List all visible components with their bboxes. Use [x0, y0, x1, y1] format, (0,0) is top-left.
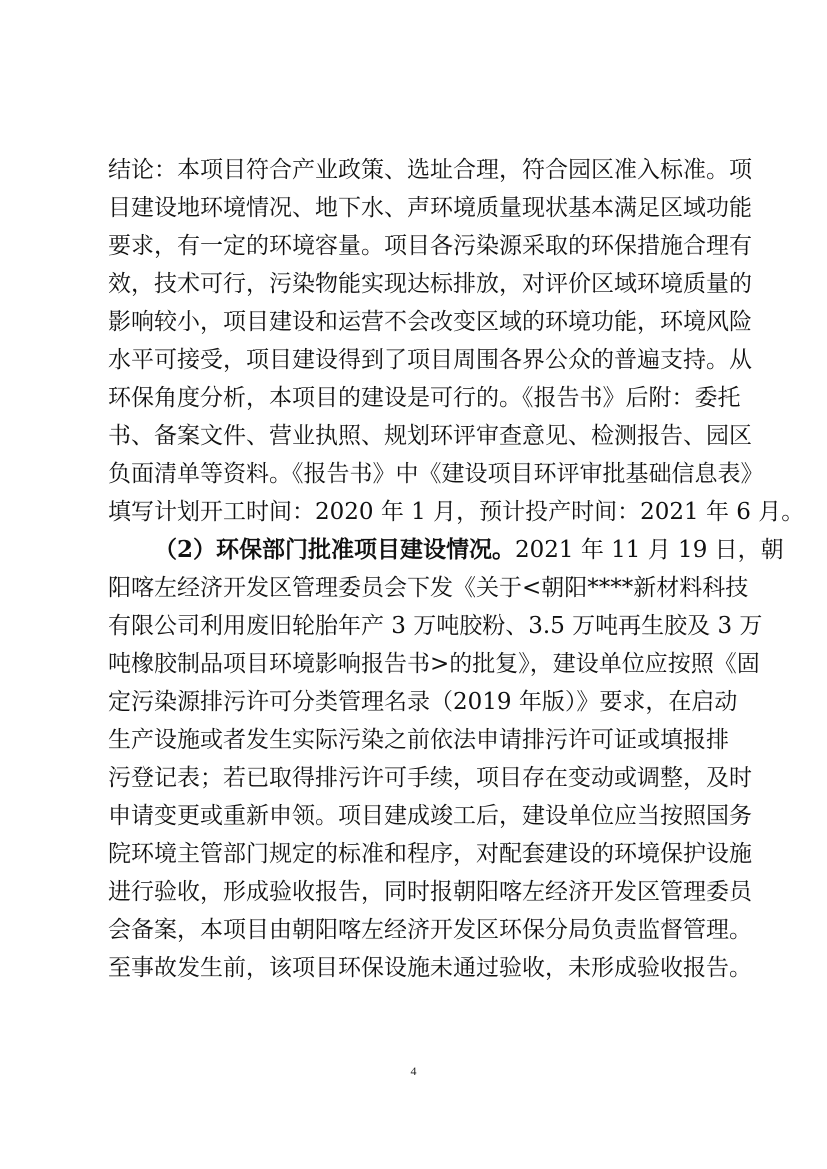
paragraph-1-line-8: 书、备案文件、营业执照、规划环评审查意见、检测报告、园区: [108, 423, 752, 449]
paragraph-1-line-7: 环保角度分析，本项目的建设是可行的。《报告书》后附：委托: [108, 385, 741, 411]
paragraph-2-line-5: 定污染源排污许可分类管理名录（2019 年版）》要求，在启动: [108, 689, 738, 715]
paragraph-2-first-line-text: 2021 年 11 月 19 日，朝: [515, 537, 784, 563]
paragraph-1-line-10: 填写计划开工时间：2020 年 1 月，预计投产时间：2021 年 6 月。: [108, 499, 805, 525]
paragraph-1-line-1: 结论：本项目符合产业政策、选址合理，符合园区准入标准。项: [108, 157, 752, 183]
paragraph-2-heading: （2）环保部门批准项目建设情况。: [154, 536, 516, 563]
paragraph-2-line-11: 会备案，本项目由朝阳喀左经济开发区环保分局负责监督管理。: [108, 917, 752, 943]
paragraph-2-line-12: 至事故发生前，该项目环保设施未通过验收，未形成验收报告。: [108, 955, 752, 981]
paragraph-2-line-8: 申请变更或重新申领。项目建成竣工后，建设单位应当按照国务: [108, 803, 752, 829]
paragraph-1-line-3: 要求，有一定的环境容量。项目各污染源采取的环保措施合理有: [108, 233, 752, 259]
page-number: 4: [410, 1064, 417, 1078]
paragraph-1-line-2: 目建设地环境情况、地下水、声环境质量现状基本满足区域功能: [108, 195, 752, 221]
paragraph-2-line-6: 生产设施或者发生实际污染之前依法申请排污许可证或填报排: [108, 727, 729, 753]
paragraph-2-line-9: 院环境主管部门规定的标准和程序，对配套建设的环境保护设施: [108, 841, 752, 867]
paragraph-2-line-10: 进行验收，形成验收报告，同时报朝阳喀左经济开发区管理委员: [108, 879, 752, 905]
paragraph-2-first-line: [154, 535, 784, 565]
paragraph-1-line-4: 效，技术可行，污染物能实现达标排放，对评价区域环境质量的: [108, 271, 752, 297]
paragraph-1-line-5: 影响较小，项目建设和运营不会改变区域的环境功能，环境风险: [108, 309, 752, 335]
paragraph-2-line-3: 有限公司利用废旧轮胎年产 3 万吨胶粉、3.5 万吨再生胶及 3 万: [108, 613, 763, 639]
paragraph-1-line-9: 负面清单等资料。《报告书》中《建设项目环评审批基础信息表》: [108, 461, 764, 487]
paragraph-2-line-2: 阳喀左经济开发区管理委员会下发《关于<朝阳****新材料科技: [108, 575, 749, 601]
paragraph-2-line-7: 污登记表；若已取得排污许可手续，项目存在变动或调整，及时: [108, 765, 752, 791]
paragraph-1-line-6: 水平可接受，项目建设得到了项目周围各界公众的普遍支持。从: [108, 347, 752, 373]
paragraph-2-line-4: 吨橡胶制品项目环境影响报告书>的批复》，建设单位应按照《固: [108, 651, 760, 677]
